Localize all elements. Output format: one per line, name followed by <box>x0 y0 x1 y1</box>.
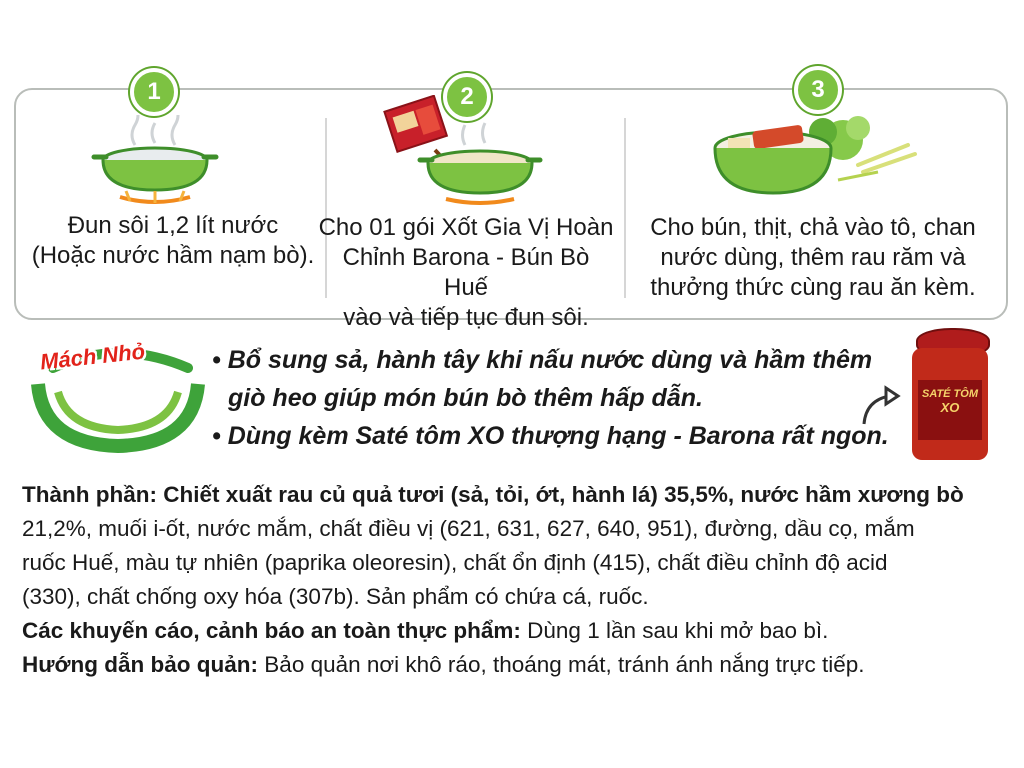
ingredients-line: ruốc Huế, màu tự nhiên (paprika oleoresin), chất ổn định (415), chất điều chỉnh độ acid <box>22 550 888 575</box>
boiling-pot-icon <box>90 115 220 205</box>
warning-label: Các khuyến cáo, cảnh báo an toàn thực phẩm: <box>22 618 521 643</box>
step-2-line: Cho 01 gói Xốt Gia Vị Hoàn <box>318 214 614 241</box>
storage-paragraph <box>22 648 1002 682</box>
jar-label-text: SATÉ TÔM <box>921 388 978 400</box>
warning-text: Dùng 1 lần sau khi mở bao bì. <box>527 618 829 643</box>
step-divider <box>624 118 626 298</box>
step-2-line: Chỉnh Barona - Bún Bò Huế <box>342 244 590 301</box>
ingredients-label: Thành phần: <box>22 482 157 507</box>
warning-paragraph <box>22 614 1002 648</box>
step-1-badge: 1 <box>130 68 178 116</box>
ingredients-text: Chiết xuất rau củ quả tươi (sả, tỏi, ớt, hành lá) 35,5%, nước hầm xương bò <box>163 482 964 507</box>
tip-line-1: • Bổ sung sả, hành tây khi nấu nước dùng và hầm thêm <box>212 346 873 374</box>
step-2-text <box>318 213 614 333</box>
step-3-line: thưởng thức cùng rau ăn kèm. <box>650 274 976 301</box>
storage-label: Hướng dẫn bảo quản: <box>22 652 259 677</box>
tip-line-2: giò heo giúp món bún bò thêm hấp dẫn. <box>228 384 703 412</box>
jar-label-text: XO <box>940 400 960 415</box>
tip-label: Mách Nhỏ <box>38 338 147 375</box>
step-2-line: vào và tiếp tục đun sôi. <box>343 304 589 331</box>
noodle-bowl-icon <box>708 110 928 210</box>
tip-line-3: • Dùng kèm Saté tôm XO thượng hạng - Barona rất ngon. <box>212 422 889 450</box>
step-1-line: Đun sôi 1,2 lít nước <box>67 212 279 239</box>
ingredients-line: (330), chất chống oxy hóa (307b). Sản phẩm có chứa cá, ruốc. <box>22 584 649 609</box>
jar-label <box>918 380 982 440</box>
step-3-text <box>632 213 994 303</box>
step-3-badge: 3 <box>794 66 842 114</box>
ingredients-line: 21,2%, muối i-ốt, nước mắm, chất điều vị (621, 631, 627, 640, 951), đường, dầu cọ, mắm <box>22 516 915 541</box>
step-2-badge: 2 <box>443 73 491 121</box>
sauce-packet-pot-icon <box>380 95 580 205</box>
storage-text: Bảo quản nơi khô ráo, thoáng mát, tránh ánh nắng trực tiếp. <box>264 652 865 677</box>
ingredients-block <box>22 478 1002 682</box>
ingredients-paragraph <box>22 478 1002 512</box>
curved-arrow-icon <box>858 380 908 430</box>
step-1-text <box>28 211 318 271</box>
step-3-line: Cho bún, thịt, chả vào tô, chan <box>650 214 976 241</box>
step-3-line: nước dùng, thêm rau răm và <box>660 244 966 271</box>
sate-jar-image <box>908 328 992 464</box>
step-1-line: (Hoặc nước hầm nạm bò). <box>31 242 315 269</box>
